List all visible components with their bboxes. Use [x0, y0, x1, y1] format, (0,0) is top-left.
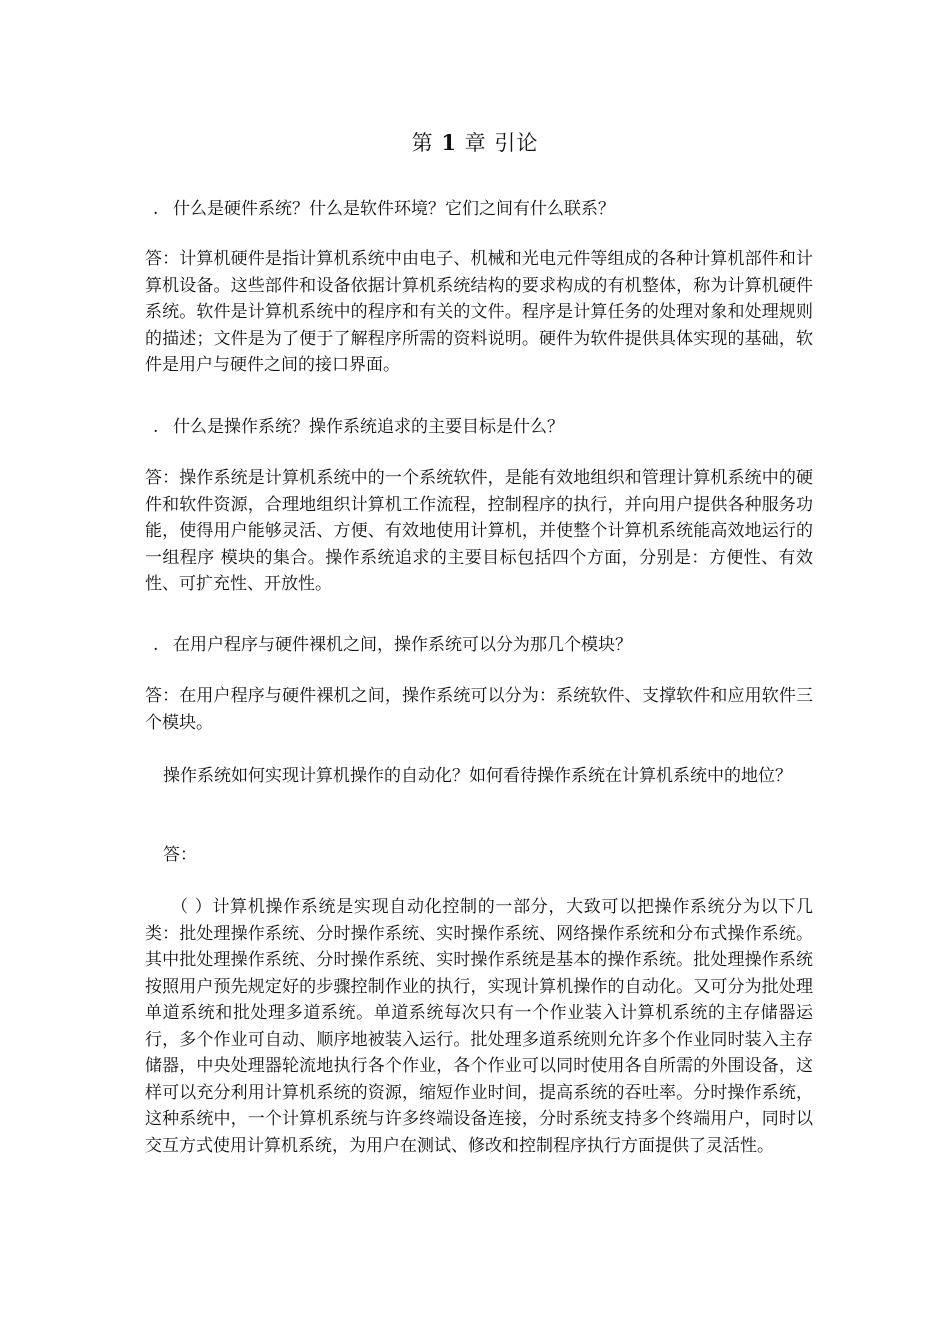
chapter-number: 1: [441, 130, 457, 155]
question-1-text: 什么是硬件系统？什么是软件环境？它们之间有什么联系？: [173, 199, 615, 219]
question-4: 操作系统如何实现计算机操作的自动化？如何看待操作系统在计算机系统中的地位？: [163, 766, 792, 786]
question-2-text: 什么是操作系统？操作系统追求的主要目标是什么？: [173, 417, 564, 437]
question-2: [145, 414, 813, 441]
question-1: [145, 196, 813, 223]
answer-3: 答：在用户程序与硬件裸机之间，操作系统可以分为：系统软件、支撑软件和应用软件三个模块。: [145, 686, 813, 733]
chapter-title-prefix: 第: [411, 131, 434, 155]
chapter-title: [0, 128, 950, 158]
answer-4-body: （ ）计算机操作系统是实现自动化控制的一部分，大致可以把操作系统分为以下几类：批处理操作系统、分时操作系统、实时操作系统、网络操作系统和分布式操作系统。其中批处理操作系统、分时操作系统、实时操作系统是基本的操作系统。批处理操作系统按照用户预先规定好的步骤控制作业的执行，实现计算机操作的自动化。又可分为批处理单道系统和批处理多道系统。单道系统每次只有一个作业装入计算机系统的主存储器运行，多个作业可自动、顺序地被装入运行。批处理多道系统则允许多个作业同时装入主存储器，中央处理器轮流地执行各个作业，各个作业可以同时使用各自所需的外围设备，这样可以充分利用计算机系统的资源，缩短作业时间，提高系统的吞吐率。分时操作系统，这种系统中，一个计算机系统与许多终端设备连接，分时系统支持多个终端用户，同时以交互方式使用计算机系统，为用户在测试、修改和控制程序执行方面提供了灵活性。: [145, 897, 813, 1156]
question-bullet: .: [153, 199, 159, 219]
question-3-text: 在用户程序与硬件裸机之间，操作系统可以分为那几个模块？: [173, 635, 632, 655]
answer-2: 答：操作系统是计算机系统中的一个系统软件，是能有效地组织和管理计算机系统中的硬件和软件资源，合理地组织计算机工作流程，控制程序的执行，并向用户提供各种服务功能，使得用户能够灵活、方便、有效地使用计算机，并使整个计算机系统能高效地运行的一组程序 模块的集合。操作系统追求的主要目标包括四个方面，分别是：方便性、有效性、可扩充性、开放性。: [145, 468, 813, 594]
chapter-title-suffix: 章 引论: [464, 131, 539, 155]
answer-4-label: 答：: [163, 845, 197, 865]
question-bullet: .: [153, 635, 159, 655]
answer-1: 答：计算机硬件是指计算机系统中由电子、机械和光电元件等组成的各种计算机部件和计算机设备。这些部件和设备依据计算机系统结构的要求构成的有机整体，称为计算机硬件系统。软件是计算机系统中的程序和有关的文件。程序是计算任务的处理对象和处理规则的描述；文件是为了便于了解程序所需的资料说明。硬件为软件提供具体实现的基础，软件是用户与硬件之间的接口界面。: [145, 249, 813, 375]
question-bullet: .: [153, 417, 159, 437]
question-3: [145, 632, 813, 659]
